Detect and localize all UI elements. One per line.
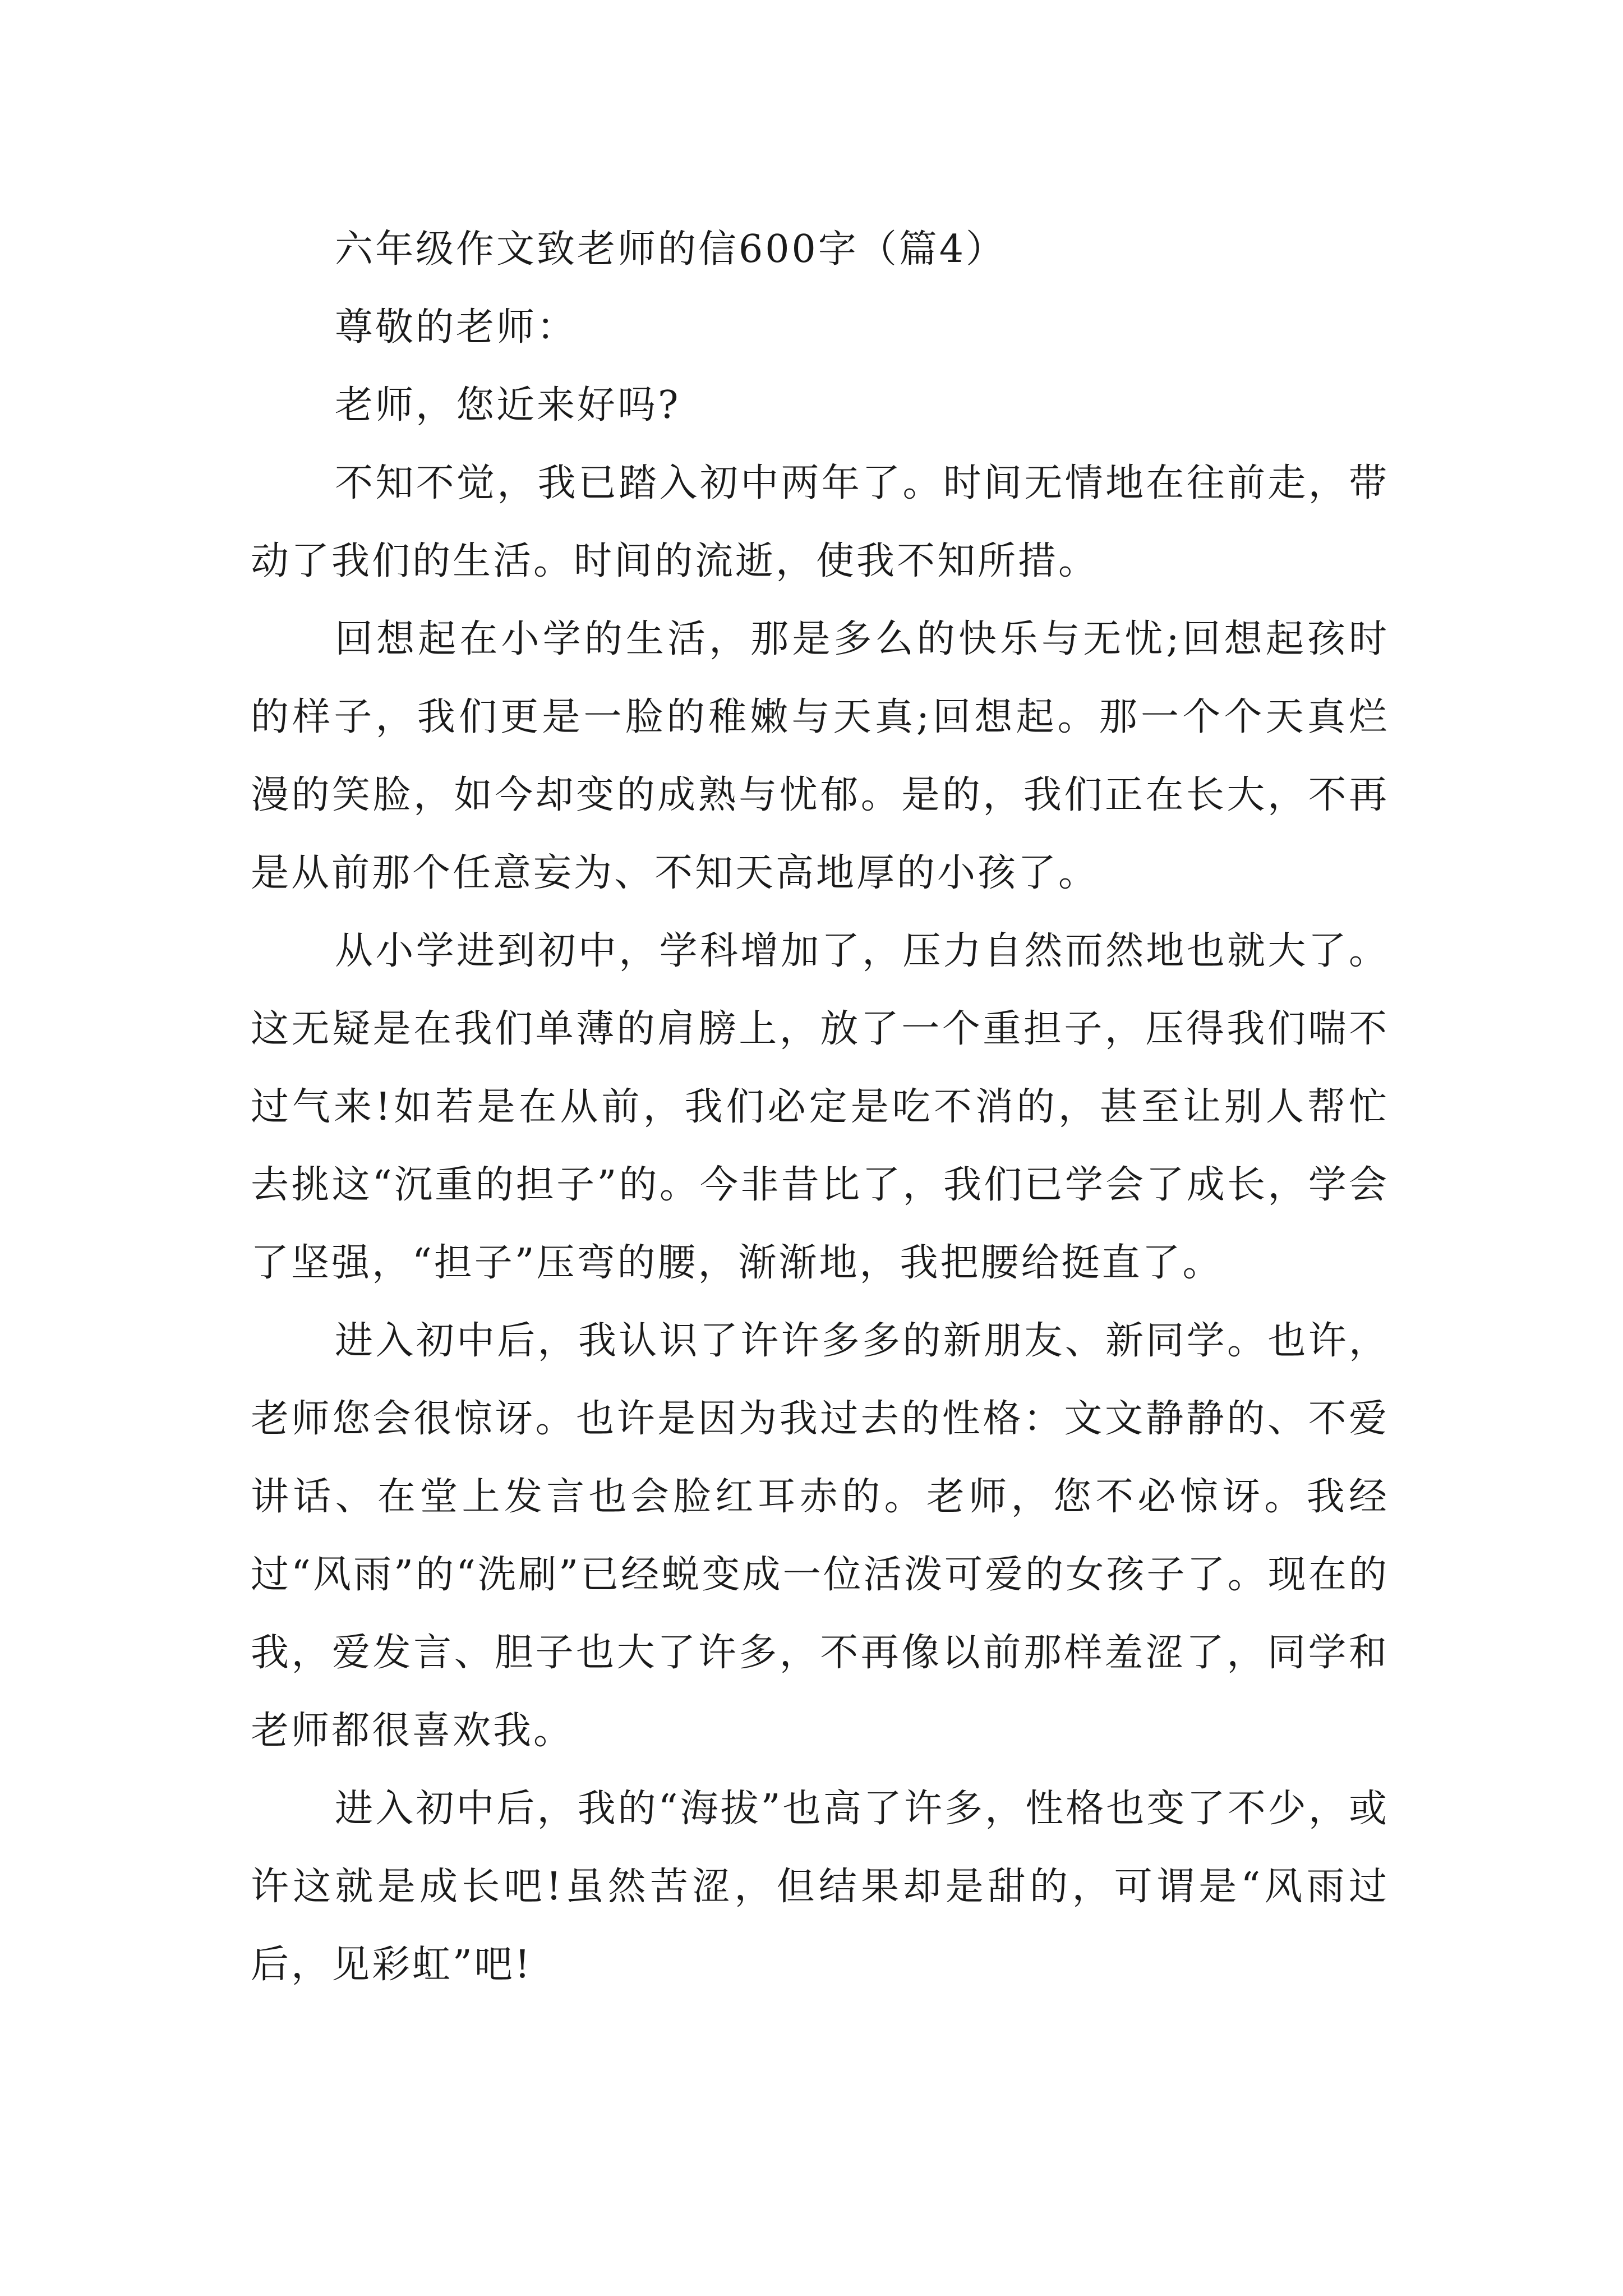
salutation: 尊敬的老师： — [335, 305, 578, 349]
paragraph-1: 不知不觉，我已踏入初中两年了。时间无情地在往前走，带动了我们的生活。时间的流逝，使我不知所措。 — [251, 461, 1389, 583]
paragraph-3: 从小学进到初中，学科增加了，压力自然而然地也就大了。这无疑是在我们单薄的肩膀上，放了一个重担子，压得我们喘不过气来!如若是在从前，我们必定是吃不消的，甚至让别人帮忙去挑这“沉重的担子”的。今非昔比了，我们已学会了成长，学会了坚强，“担子”压弯的腰，渐渐地，我把腰给挺直了。 — [251, 929, 1389, 1285]
paragraph-5: 进入初中后，我的“海拔”也高了许多，性格也变了不少，或许这就是成长吧!虽然苦涩，但结果却是甜的，可谓是“风雨过后，见彩虹”吧! — [251, 1787, 1389, 1987]
document-title: 六年级作文致老师的信600字（篇4） — [335, 227, 1007, 272]
paragraph-2: 回想起在小学的生活，那是多么的快乐与无忧;回想起孩时的样子，我们更是一脸的稚嫩与天真;回想起。那一个个天真烂漫的笑脸，如今却变的成熟与忧郁。是的，我们正在长大，不再是从前那个任意妄为、不知天高地厚的小孩了。 — [251, 617, 1389, 895]
greeting: 老师，您近来好吗? — [335, 383, 681, 427]
paragraph-4: 进入初中后，我认识了许许多多的新朋友、新同学。也许，老师您会很惊讶。也许是因为我过去的性格：文文静静的、不爱讲话、在堂上发言也会脸红耳赤的。老师，您不必惊讶。我经过“风雨”的“洗刷”已经蜕变成一位活泼可爱的女孩子了。现在的我，爱发言、胆子也大了许多，不再像以前那样羞涩了，同学和老师都很喜欢我。 — [251, 1319, 1389, 1753]
document-body — [251, 210, 1389, 2004]
